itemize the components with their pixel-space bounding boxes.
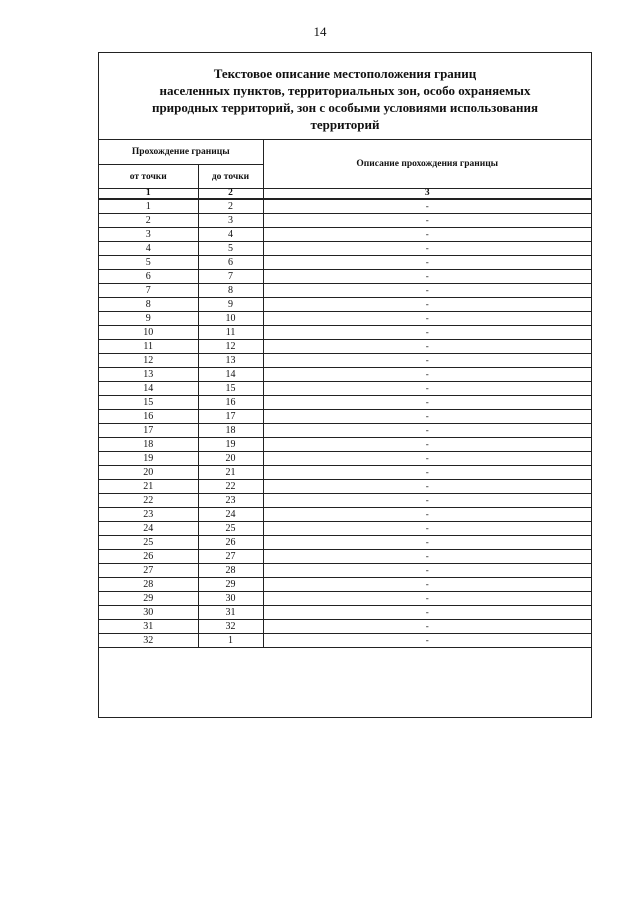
to-point-cell: 22 (198, 480, 263, 494)
from-point-cell: 18 (99, 438, 198, 452)
description-cell: - (263, 242, 591, 256)
table-row (99, 199, 591, 214)
description-cell: - (263, 270, 591, 284)
to-point-cell: 25 (198, 522, 263, 536)
to-point-cell: 3 (198, 214, 263, 228)
column-number: 2 (198, 189, 263, 200)
description-cell: - (263, 228, 591, 242)
to-point-cell: 16 (198, 396, 263, 410)
to-point-cell: 6 (198, 256, 263, 270)
to-point-cell: 31 (198, 606, 263, 620)
table-row (99, 312, 591, 326)
description-cell: - (263, 634, 591, 648)
table-row (99, 410, 591, 424)
to-point-cell: 24 (198, 508, 263, 522)
table-row (99, 550, 591, 564)
from-point-cell: 28 (99, 578, 198, 592)
from-point-cell: 25 (99, 536, 198, 550)
to-point-cell: 14 (198, 368, 263, 382)
page-number: 14 (313, 24, 327, 39)
to-point-cell: 30 (198, 592, 263, 606)
description-cell: - (263, 298, 591, 312)
header-to-point: до точки (198, 165, 263, 189)
description-cell: - (263, 256, 591, 270)
description-cell: - (263, 592, 591, 606)
table-row (99, 536, 591, 550)
to-point-cell: 27 (198, 550, 263, 564)
from-point-cell: 4 (99, 242, 198, 256)
table-row (99, 466, 591, 480)
from-point-cell: 27 (99, 564, 198, 578)
title-line: территорий (310, 117, 380, 132)
table-row (99, 256, 591, 270)
header-from-point: от точки (99, 165, 198, 189)
to-point-cell: 20 (198, 452, 263, 466)
table-row (99, 368, 591, 382)
description-cell: - (263, 312, 591, 326)
to-point-cell: 8 (198, 284, 263, 298)
to-point-cell: 10 (198, 312, 263, 326)
description-cell: - (263, 522, 591, 536)
table-row (99, 298, 591, 312)
description-cell: - (263, 354, 591, 368)
table-row (99, 606, 591, 620)
to-point-cell: 15 (198, 382, 263, 396)
description-cell: - (263, 396, 591, 410)
table-row (99, 452, 591, 466)
header-boundary-passage: Прохождение границы (99, 140, 263, 165)
table-row (99, 270, 591, 284)
description-cell: - (263, 284, 591, 298)
to-point-cell: 7 (198, 270, 263, 284)
from-point-cell: 20 (99, 466, 198, 480)
from-point-cell: 7 (99, 284, 198, 298)
description-cell: - (263, 340, 591, 354)
from-point-cell: 16 (99, 410, 198, 424)
from-point-cell: 30 (99, 606, 198, 620)
table-row (99, 592, 591, 606)
table-row (99, 214, 591, 228)
from-point-cell: 11 (99, 340, 198, 354)
to-point-cell: 26 (198, 536, 263, 550)
to-point-cell: 28 (198, 564, 263, 578)
column-number: 1 (99, 189, 198, 200)
title-line: населенных пунктов, территориальных зон, особо охраняемых (159, 83, 531, 98)
to-point-cell: 1 (198, 634, 263, 648)
from-point-cell: 22 (99, 494, 198, 508)
from-point-cell: 26 (99, 550, 198, 564)
document-title (152, 59, 538, 133)
description-cell: - (263, 564, 591, 578)
to-point-cell: 5 (198, 242, 263, 256)
table-body (99, 199, 591, 648)
from-point-cell: 10 (99, 326, 198, 340)
to-point-cell: 18 (198, 424, 263, 438)
to-point-cell: 19 (198, 438, 263, 452)
title-box (99, 53, 591, 140)
table-row (99, 480, 591, 494)
from-point-cell: 1 (99, 199, 198, 214)
from-point-cell: 12 (99, 354, 198, 368)
table-row (99, 578, 591, 592)
from-point-cell: 24 (99, 522, 198, 536)
column-number: 3 (263, 189, 591, 200)
from-point-cell: 32 (99, 634, 198, 648)
from-point-cell: 31 (99, 620, 198, 634)
table-row (99, 634, 591, 648)
description-cell: - (263, 536, 591, 550)
from-point-cell: 5 (99, 256, 198, 270)
from-point-cell: 2 (99, 214, 198, 228)
table-row (99, 620, 591, 634)
description-cell: - (263, 578, 591, 592)
to-point-cell: 4 (198, 228, 263, 242)
to-point-cell: 9 (198, 298, 263, 312)
table-row (99, 396, 591, 410)
table-row (99, 494, 591, 508)
from-point-cell: 3 (99, 228, 198, 242)
description-cell: - (263, 214, 591, 228)
description-cell: - (263, 620, 591, 634)
description-cell: - (263, 199, 591, 214)
boundary-table (99, 140, 591, 648)
description-cell: - (263, 438, 591, 452)
table-row (99, 522, 591, 536)
table-row (99, 326, 591, 340)
to-point-cell: 21 (198, 466, 263, 480)
from-point-cell: 17 (99, 424, 198, 438)
description-cell: - (263, 508, 591, 522)
from-point-cell: 19 (99, 452, 198, 466)
to-point-cell: 32 (198, 620, 263, 634)
from-point-cell: 21 (99, 480, 198, 494)
description-cell: - (263, 494, 591, 508)
description-cell: - (263, 326, 591, 340)
from-point-cell: 14 (99, 382, 198, 396)
table-row (99, 564, 591, 578)
to-point-cell: 2 (198, 199, 263, 214)
table-row (99, 354, 591, 368)
table-row (99, 424, 591, 438)
to-point-cell: 29 (198, 578, 263, 592)
table-row (99, 382, 591, 396)
table-row (99, 438, 591, 452)
from-point-cell: 8 (99, 298, 198, 312)
table-row (99, 508, 591, 522)
table-row (99, 284, 591, 298)
description-cell: - (263, 424, 591, 438)
to-point-cell: 13 (198, 354, 263, 368)
table-row (99, 340, 591, 354)
from-point-cell: 9 (99, 312, 198, 326)
description-cell: - (263, 550, 591, 564)
description-cell: - (263, 452, 591, 466)
to-point-cell: 11 (198, 326, 263, 340)
description-cell: - (263, 382, 591, 396)
to-point-cell: 23 (198, 494, 263, 508)
to-point-cell: 17 (198, 410, 263, 424)
table-row (99, 242, 591, 256)
description-cell: - (263, 368, 591, 382)
header-description: Описание прохождения границы (263, 140, 591, 189)
from-point-cell: 23 (99, 508, 198, 522)
table-row (99, 228, 591, 242)
title-line: природных территорий, зон с особыми условиями использования (151, 100, 539, 115)
description-cell: - (263, 410, 591, 424)
title-line: Текстовое описание местоположения границ (213, 66, 477, 81)
from-point-cell: 13 (99, 368, 198, 382)
to-point-cell: 12 (198, 340, 263, 354)
description-cell: - (263, 606, 591, 620)
from-point-cell: 29 (99, 592, 198, 606)
description-cell: - (263, 480, 591, 494)
from-point-cell: 15 (99, 396, 198, 410)
from-point-cell: 6 (99, 270, 198, 284)
document-frame (98, 52, 592, 718)
description-cell: - (263, 466, 591, 480)
